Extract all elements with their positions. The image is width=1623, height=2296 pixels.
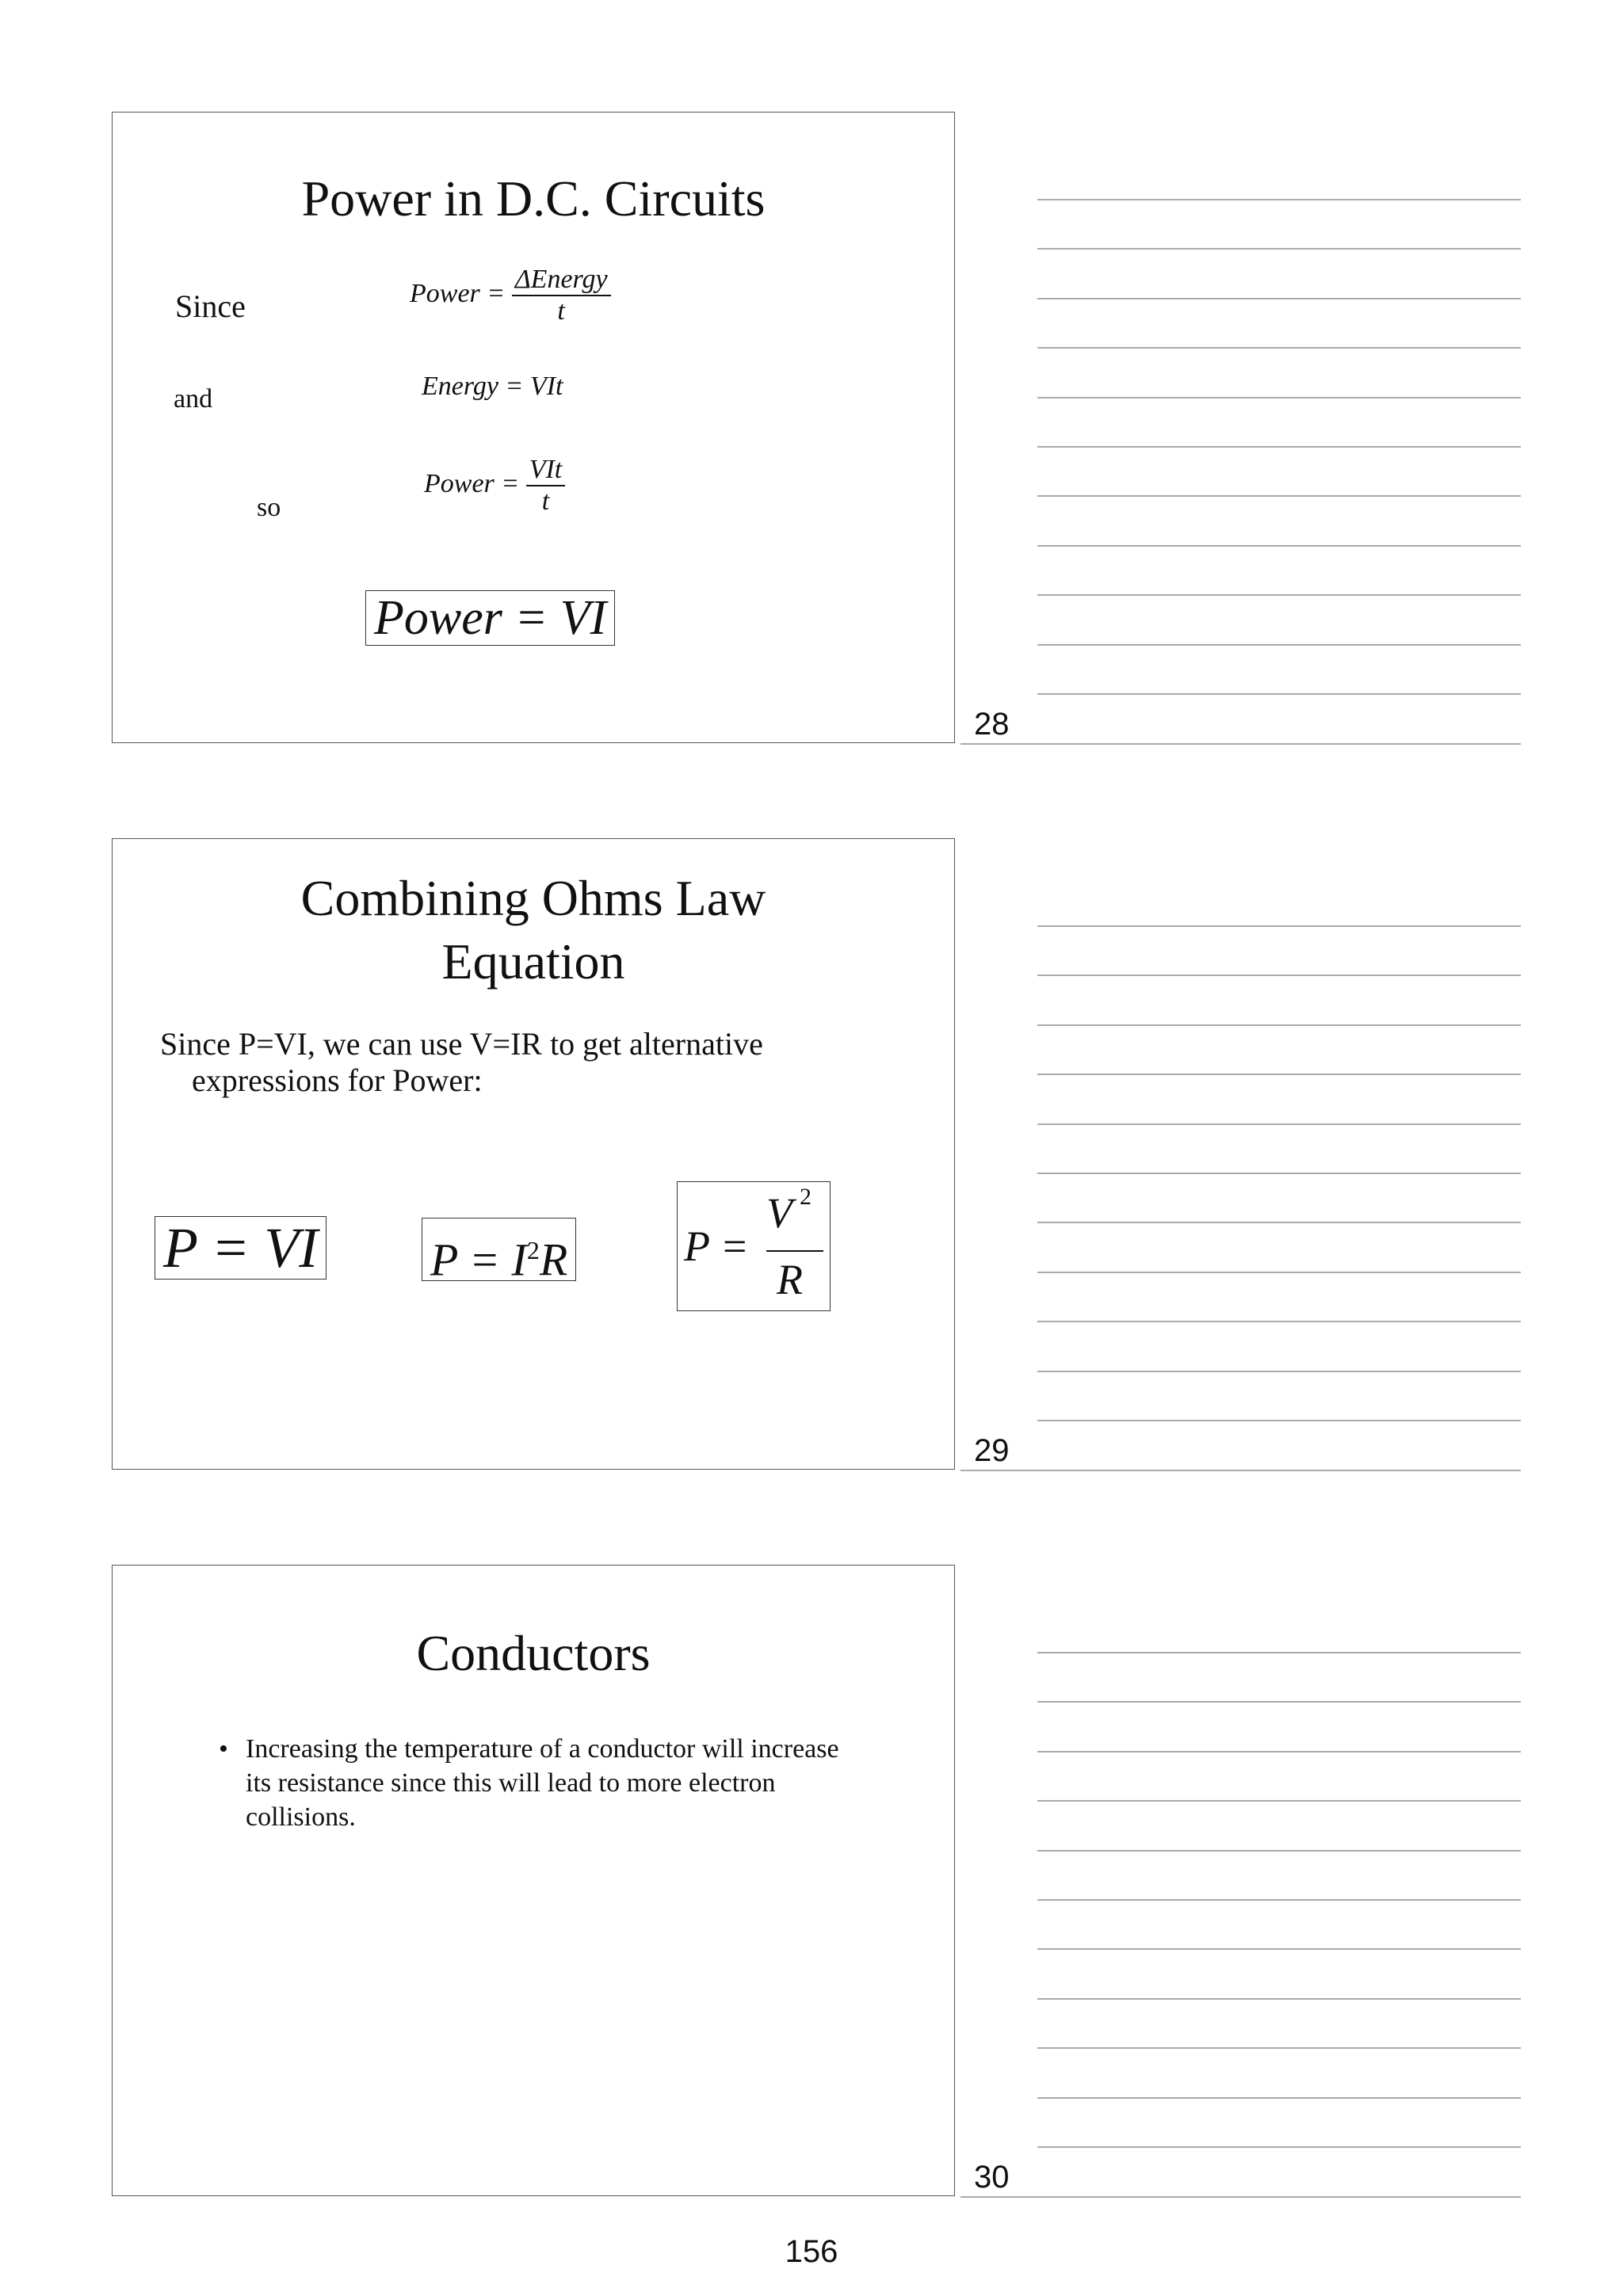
formula-p-v2-over-r [677,1181,831,1311]
slide-28 [112,112,955,743]
slide-29 [112,838,955,1470]
note-line [1037,594,1521,596]
formula-p-i2r [422,1218,576,1286]
numerator: ΔEnergy [512,265,611,296]
fraction [512,265,611,326]
result-power-vi: Power = VI [365,590,615,646]
note-line [1037,1272,1521,1273]
numerator: VIt [526,455,566,486]
bullet-list [219,1732,869,1834]
note-line [1037,446,1521,448]
slide-30 [112,1565,955,2196]
note-line [1037,1222,1521,1223]
note-line [1037,1800,1521,1802]
note-line [1037,1948,1521,1950]
slide-title: Power in D.C. Circuits [301,170,766,227]
label-and: and [174,384,213,414]
slide-title-line2: Equation [441,933,625,990]
note-line [1037,2047,1521,2049]
equation-power-vit [424,455,565,517]
formula-rhs: R [539,1234,568,1286]
note-line [1037,1321,1521,1322]
note-line [1037,495,1521,497]
note-line [1037,1123,1521,1125]
note-line [1037,1998,1521,2000]
note-line [1037,2097,1521,2099]
note-line [1037,693,1521,695]
bullet-icon: • [219,1734,228,1764]
note-line [1037,925,1521,927]
note-line [1037,1420,1521,1421]
label-so: so [257,493,281,522]
note-line [1037,974,1521,976]
note-line [1037,1899,1521,1901]
body-text-line1: Since P=VI, we can use V=IR to get alternative [160,1026,763,1062]
note-line [1037,644,1521,646]
exponent: 2 [526,1236,540,1264]
note-line [1037,1652,1521,1653]
note-line [1037,1701,1521,1703]
note-line [1037,1074,1521,1075]
divider [960,743,1521,745]
slide-title: Conductors [416,1625,651,1681]
slide-number: 29 [974,1433,1010,1468]
slide-title-line1: Combining Ohms Law [300,870,766,926]
slide-number: 30 [974,2160,1010,2195]
page-number: 156 [785,2234,838,2269]
fraction [526,455,566,517]
note-line [1037,397,1521,399]
list-item [219,1732,869,1834]
denominator: t [541,486,550,516]
formula-lhs: P = [684,1222,749,1270]
equation-energy: Energy = VIt [422,372,563,401]
divider [960,1470,1521,1471]
label-since: Since [175,288,246,324]
note-line [1037,248,1521,250]
equation-lhs: Power = [424,468,520,498]
note-line [1037,2146,1521,2148]
formula-p-vi: P = VI [155,1216,327,1280]
exponent: 2 [800,1184,812,1210]
note-line [1037,545,1521,547]
fraction-bar [766,1250,823,1252]
note-line [1037,347,1521,349]
denominator: R [777,1256,803,1303]
denominator: t [557,296,565,326]
slide-number: 28 [974,707,1010,742]
note-line [1037,298,1521,299]
note-line [1037,1371,1521,1372]
equation-lhs: Power = [410,278,506,308]
formula-lhs: P = I [430,1234,527,1286]
note-line [1037,1850,1521,1852]
equation-power-energy [410,265,611,326]
bullet-text: Increasing the temperature of a conductor will increase its resistance since this will lead to more electron collisions. [246,1734,839,1832]
note-line [1037,1751,1521,1753]
body-text-line2: expressions for Power: [192,1062,483,1098]
numerator: V [766,1189,792,1237]
note-line [1037,199,1521,200]
note-line [1037,1024,1521,1026]
divider [960,2196,1521,2198]
note-line [1037,1173,1521,1174]
